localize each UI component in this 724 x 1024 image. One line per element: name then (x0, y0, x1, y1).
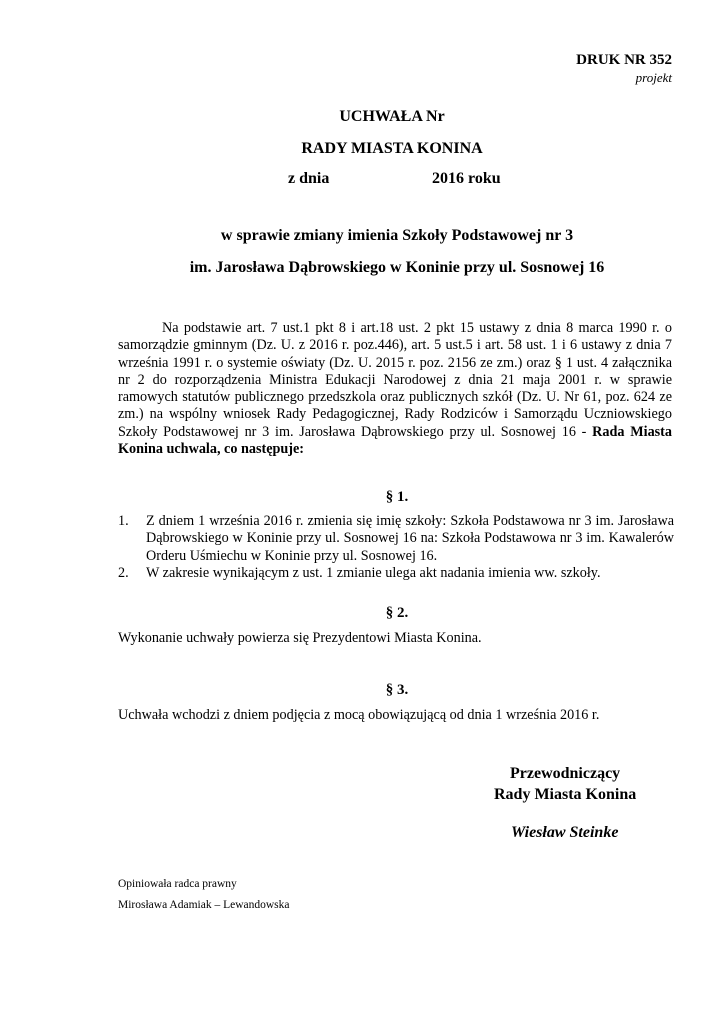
resolution-title: UCHWAŁA Nr (339, 108, 445, 125)
signature-body: Rady Miasta Konina (494, 786, 637, 803)
legal-opinion-label: Opiniowała radca prawny (118, 878, 237, 890)
document-status: projekt (635, 70, 672, 85)
list-item-number: 2. (118, 564, 129, 581)
resolution-date (288, 170, 501, 188)
signature-name: Wiesław Steinke (511, 824, 619, 841)
legal-opinion-name: Mirosława Adamiak – Lewandowska (118, 899, 290, 911)
list-item-text: Z dniem 1 września 2016 r. zmienia się imię szkoły: Szkoła Podstawowa nr 3 im. Jarosława Dąbrowskiego w Koninie przy ul. Sosnowej 16 na: Szkoła Podstawowa nr 3 im. Kawalerów Orderu Uśmiechu w Koninie przy ul. Sosnowej 16. (146, 513, 674, 564)
council-name: RADY MIASTA KONINA (301, 140, 483, 157)
section-1-list (118, 513, 674, 582)
date-prefix: z dnia (288, 170, 330, 187)
section-2-heading: § 2. (385, 605, 409, 621)
list-item-number: 1. (118, 513, 129, 529)
list-item (118, 513, 674, 565)
section-3-text: Uchwała wchodzi z dniem podjęcia z mocą obowiązującą od dnia 1 września 2016 r. (118, 707, 600, 723)
preamble (118, 320, 672, 458)
preamble-text: Na podstawie art. 7 ust.1 pkt 8 i art.18 ust. 2 pkt 15 ustawy z dnia 8 marca 1990 r. o samorządzie gminnym (Dz. U. z 2016 r. poz.446), art. 5 ust.5 i art. 58 ust. 1 i 6 ustawy z dnia 7 września 1991 r. o systemie oświaty (Dz. U. 2015 r. poz. 2156 ze zm.) oraz § 1 ust. 4 załącznika nr 2 do rozporządzenia Ministra Edukacji Narodowej z dnia 21 maja 2001 r. w sprawie ramowych statutów publicznego przedszkola oraz publicznych szkół (Dz. U. Nr 61, poz. 624 ze zm.) na wspólny wniosek Rady Pedagogicznej, Rady Rodziców i Samorządu Uczniowskiego Szkoły Podstawowej nr 3 im. Jarosława Dąbrowskiego przy ul. Sosnowej 16 - (118, 320, 672, 440)
subject-line-1: w sprawie zmiany imienia Szkoły Podstawowej nr 3 (220, 227, 574, 244)
section-1-heading: § 1. (385, 489, 409, 505)
list-item-text: W zakresie wynikającym z ust. 1 zmianie ulega akt nadania imienia ww. szkoły. (146, 564, 601, 581)
date-year: 2016 roku (432, 170, 501, 187)
section-3-heading: § 3. (385, 682, 409, 698)
signature-role: Przewodniczący (510, 765, 621, 782)
document-number: DRUK NR 352 (576, 52, 672, 68)
preamble-bold-ending: Rada Miasta Konina uchwala, co następuje: (118, 423, 673, 458)
list-item (118, 565, 674, 582)
subject-line-2: im. Jarosława Dąbrowskiego w Koninie przy ul. Sosnowej 16 (189, 259, 605, 276)
section-2-text: Wykonanie uchwały powierza się Prezydentowi Miasta Konina. (118, 630, 482, 646)
